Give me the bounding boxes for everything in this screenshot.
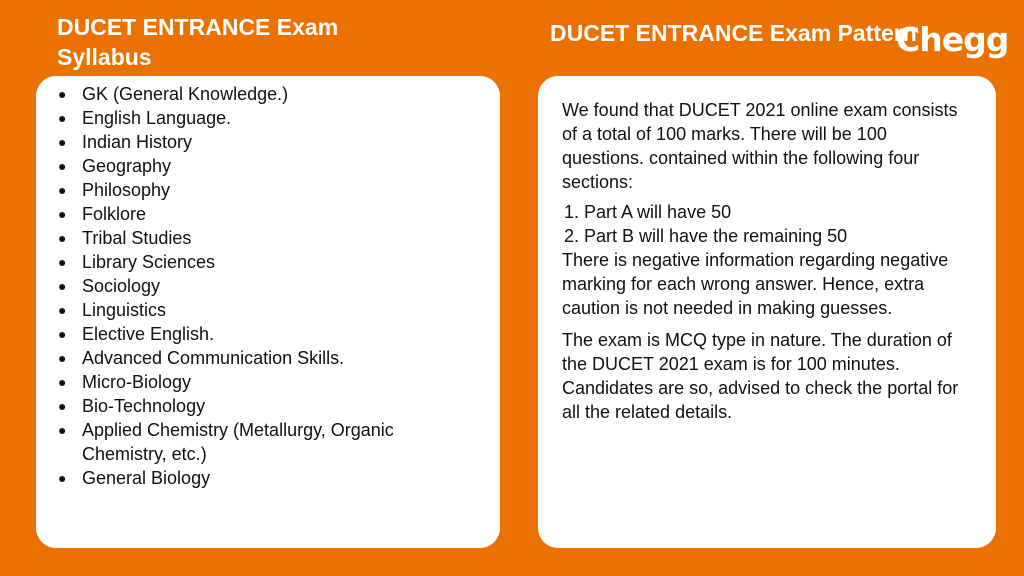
parts-list <box>562 200 972 248</box>
bullet-icon: ● <box>58 278 67 294</box>
list-item: ● Indian History <box>58 132 193 152</box>
bullet-icon: ● <box>58 398 67 414</box>
bullet-icon: ● <box>58 470 67 486</box>
bullet-icon: ● <box>58 110 67 126</box>
list-item: ● General Biology <box>58 468 211 488</box>
chegg-logo: Chegg <box>896 20 1009 59</box>
bullet-icon: ● <box>58 158 67 174</box>
bullet-icon: ● <box>58 254 67 270</box>
bullet-icon: ● <box>58 230 67 246</box>
syllabus-card <box>36 76 500 548</box>
mcq-text: The exam is MCQ type in nature. The duration of the DUCET 2021 exam is for 100 minutes. Candidates are so, advised to check the portal for all the related details. <box>562 330 959 422</box>
bullet-icon: ● <box>58 182 67 198</box>
list-item: ● English Language. <box>58 108 232 128</box>
list-item: 2. Part B will have the remaining 50 <box>564 226 848 246</box>
negative-marking-text: There is negative information regarding negative marking for each wrong answer. Hence, extra caution is not needed in making guesses. <box>562 250 949 318</box>
pattern-card <box>538 76 996 548</box>
bullet-icon: ● <box>58 134 67 150</box>
bullet-icon: ● <box>58 350 67 366</box>
bullet-icon: ● <box>58 422 67 438</box>
syllabus-list <box>56 82 476 490</box>
bullet-icon: ● <box>58 302 67 318</box>
list-item: ● Micro-Biology <box>58 372 192 392</box>
list-item: ● GK (General Knowledge.) <box>58 84 289 104</box>
list-item: ● Sociology <box>58 276 161 296</box>
bullet-icon: ● <box>58 206 67 222</box>
syllabus-heading: DUCET ENTRANCE Exam Syllabus <box>57 14 339 70</box>
list-item: ● Linguistics <box>58 300 167 320</box>
bullet-icon: ● <box>58 326 67 342</box>
list-item: ● Applied Chemistry (Metallurgy, Organic Chemistry, etc.) <box>58 420 394 464</box>
list-item: 1. Part A will have 50 <box>564 202 732 222</box>
list-item: ● Library Sciences <box>58 252 216 272</box>
bullet-icon: ● <box>58 86 67 102</box>
pattern-heading: DUCET ENTRANCE Exam Pattern <box>550 20 917 46</box>
list-item: ● Advanced Communication Skills. <box>58 348 345 368</box>
list-item: ● Geography <box>58 156 172 176</box>
pattern-intro: We found that DUCET 2021 online exam consists of a total of 100 marks. There will be 100 questions. contained within the following four sections: <box>562 100 958 192</box>
bullet-icon: ● <box>58 374 67 390</box>
list-item: ● Bio-Technology <box>58 396 206 416</box>
list-item: ● Folklore <box>58 204 147 224</box>
pattern-text <box>562 98 972 424</box>
list-item: ● Tribal Studies <box>58 228 192 248</box>
list-item: ● Elective English. <box>58 324 215 344</box>
list-item: ● Philosophy <box>58 180 171 200</box>
